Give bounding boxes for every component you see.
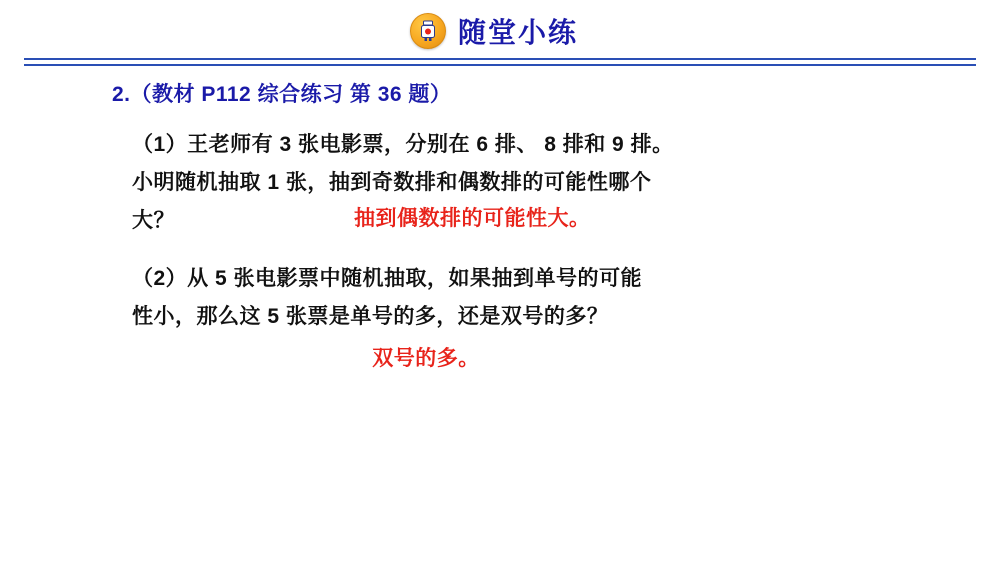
exercise-content bbox=[0, 78, 1000, 372]
page-title: 随堂小练 bbox=[457, 17, 578, 48]
part1-line2: 小明随机抽取 1 张，抽到奇数排和偶数排的可能性哪个 bbox=[132, 171, 652, 194]
part2-answer: 双号的多。 bbox=[372, 347, 480, 370]
section-gap bbox=[112, 240, 940, 260]
header-divider-top bbox=[24, 58, 976, 60]
medal-icon bbox=[410, 13, 446, 49]
part2-line1: （2）从 5 张电影票中随机抽取，如果抽到单号的可能 bbox=[132, 267, 643, 290]
page-header bbox=[0, 0, 1000, 62]
header-inner bbox=[410, 11, 578, 51]
part2-line2: 性小，那么这 5 张票是单号的多，还是双号的多？ bbox=[132, 305, 609, 328]
header-divider-bottom bbox=[24, 64, 976, 66]
part1-line3-row bbox=[112, 202, 940, 240]
question-number: 2.（教材 P112 综合练习 第 36 题） bbox=[112, 83, 452, 106]
part1-line1: （1）王老师有 3 张电影票，分别在 6 排、 8 排和 9 排。 bbox=[132, 133, 674, 156]
part1-line3: 大？ bbox=[132, 209, 175, 232]
part1-answer: 抽到偶数排的可能性大。 bbox=[354, 207, 591, 230]
